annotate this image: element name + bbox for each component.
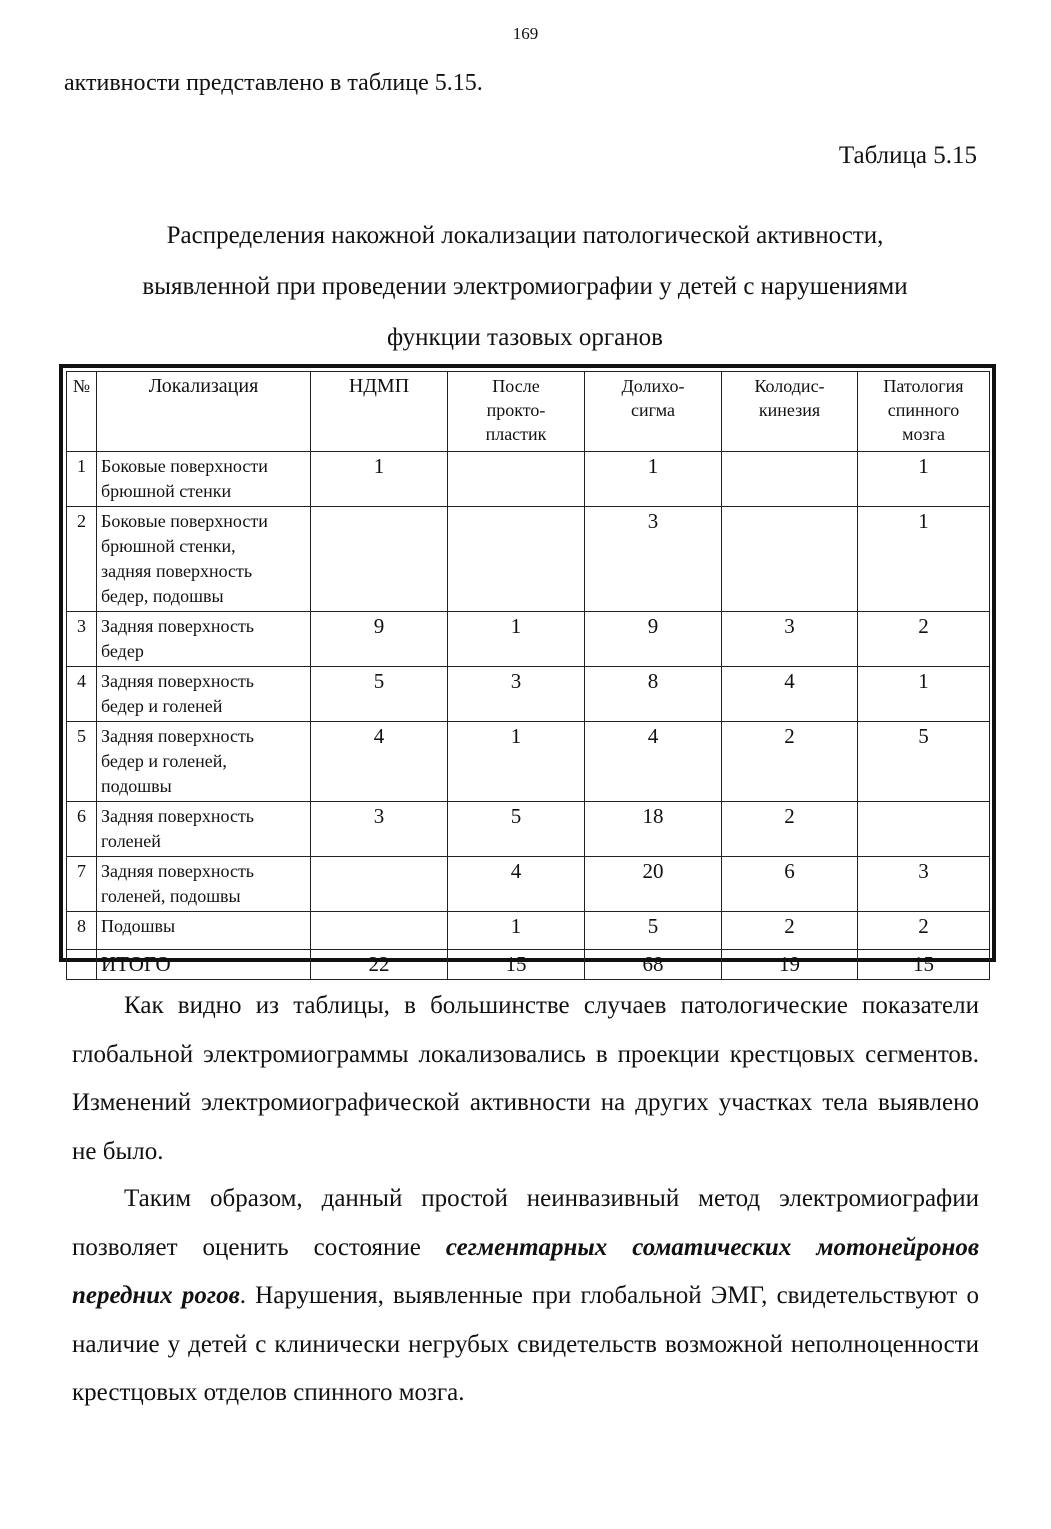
- header-dolichosigma: [585, 372, 722, 452]
- loc-line: Задняя поверхность: [101, 671, 255, 691]
- header-colodyskinesia: [722, 372, 858, 452]
- caption-line-1: Распределения накожной локализации патологической активности,: [166, 222, 884, 249]
- loc-line: Боковые поверхности: [101, 456, 268, 476]
- total-post: 15: [448, 950, 585, 980]
- table-label: Таблица 5.15: [838, 142, 977, 169]
- cell-kol: 6: [722, 857, 858, 912]
- cell-ndmp: [311, 857, 448, 912]
- cell-post: 5: [448, 802, 585, 857]
- table-row: [67, 912, 990, 950]
- table-row: [67, 452, 990, 507]
- paragraph-1-text: Как видно из таблицы, в большинстве случаев патологические показатели глобальной электромиограммы локализовались в проекции крестцовых сегментов. Изменений электромиографической активности на других участках тела выявлено не было.: [72, 992, 979, 1165]
- cell-kol: [722, 507, 858, 612]
- cell-pat: 3: [858, 857, 990, 912]
- cell-dol: 3: [585, 507, 722, 612]
- header-post-line-1: После: [492, 376, 540, 396]
- paragraph-2-after: . Нарушения, выявленные при глобальной ЭМГ, свидетельствуют о наличие у детей с клинически негрубых свидетельств возможной неполноценности крестцовых отделов спинного мозга.: [72, 1282, 979, 1406]
- header-pat-line-2: спинного: [887, 400, 960, 420]
- paragraph-1: [72, 982, 979, 1176]
- row-localization: [97, 857, 311, 912]
- cell-ndmp: 3: [311, 802, 448, 857]
- cell-post: 3: [448, 667, 585, 722]
- loc-line: Задняя поверхность: [101, 726, 255, 746]
- cell-kol: 2: [722, 802, 858, 857]
- cell-dol: 5: [585, 912, 722, 950]
- header-post-line-2: прокто-: [486, 400, 546, 420]
- loc-line: бедер, подошвы: [101, 586, 224, 606]
- paragraph-2-text: [72, 1175, 979, 1418]
- cell-dol: 1: [585, 452, 722, 507]
- table-row: [67, 857, 990, 912]
- cell-pat: 1: [858, 507, 990, 612]
- loc-line: Задняя поверхность: [101, 861, 255, 881]
- row-number: 4: [67, 667, 97, 722]
- row-localization: [97, 802, 311, 857]
- table-row: [67, 722, 990, 802]
- loc-line: Подошвы: [101, 916, 176, 936]
- total-number-cell: [67, 950, 97, 980]
- table-row: [67, 612, 990, 667]
- row-localization: [97, 722, 311, 802]
- cell-dol: 18: [585, 802, 722, 857]
- cell-post: [448, 507, 585, 612]
- row-localization: [97, 452, 311, 507]
- total-dol: 68: [585, 950, 722, 980]
- cell-ndmp: [311, 507, 448, 612]
- header-kol-line-1: Колодис-: [754, 376, 825, 396]
- loc-line: подошвы: [101, 776, 172, 796]
- cell-pat: 1: [858, 667, 990, 722]
- header-post-proctoplasty: [448, 372, 585, 452]
- loc-line: Задняя поверхность: [101, 616, 255, 636]
- loc-line: голеней: [101, 831, 161, 851]
- cell-pat: 1: [858, 452, 990, 507]
- cell-ndmp: 9: [311, 612, 448, 667]
- cell-post: 4: [448, 857, 585, 912]
- cell-kol: [722, 452, 858, 507]
- row-localization: [97, 507, 311, 612]
- cell-dol: 9: [585, 612, 722, 667]
- cell-ndmp: 5: [311, 667, 448, 722]
- header-pat-line-3: мозга: [902, 424, 945, 444]
- cell-kol: 4: [722, 667, 858, 722]
- cell-post: 1: [448, 722, 585, 802]
- cell-ndmp: [311, 912, 448, 950]
- total-label: ИТОГО: [97, 950, 311, 980]
- page-number: 169: [512, 24, 539, 43]
- loc-line: бедер и голеней,: [101, 751, 227, 771]
- caption-line-2: выявленной при проведении электромиографии у детей с нарушениями: [142, 273, 908, 300]
- lead-line: активности представлено в таблице 5.15.: [64, 70, 483, 96]
- cell-ndmp: 4: [311, 722, 448, 802]
- cell-post: 1: [448, 612, 585, 667]
- row-number: 5: [67, 722, 97, 802]
- header-spinal-pathology: [858, 372, 990, 452]
- table-row: [67, 507, 990, 612]
- header-kol-line-2: кинезия: [758, 400, 821, 420]
- cell-pat: [858, 802, 990, 857]
- paragraph-2: [72, 1175, 979, 1418]
- cell-kol: 2: [722, 722, 858, 802]
- total-pat: 15: [858, 950, 990, 980]
- loc-line: брюшной стенки: [101, 481, 232, 501]
- table-row: [67, 667, 990, 722]
- loc-line: задняя поверхность: [101, 561, 253, 581]
- row-number: 3: [67, 612, 97, 667]
- cell-post: [448, 452, 585, 507]
- row-number: 8: [67, 912, 97, 950]
- cell-post: 1: [448, 912, 585, 950]
- loc-line: Боковые поверхности: [101, 511, 268, 531]
- cell-dol: 4: [585, 722, 722, 802]
- header-pat-line-1: Патология: [883, 376, 964, 396]
- loc-line: бедер: [101, 641, 144, 661]
- data-table: [66, 371, 990, 980]
- row-number: 6: [67, 802, 97, 857]
- row-number: 7: [67, 857, 97, 912]
- loc-line: Задняя поверхность: [101, 806, 255, 826]
- loc-line: брюшной стенки,: [101, 536, 236, 556]
- cell-kol: 3: [722, 612, 858, 667]
- cell-pat: 5: [858, 722, 990, 802]
- header-ndmp: НДМП: [311, 372, 448, 452]
- cell-pat: 2: [858, 612, 990, 667]
- paragraph-2-before: Таким образом, данный простой неинвазивный метод электромиографии позволяет оценить состояние: [72, 1185, 979, 1261]
- row-number: 2: [67, 507, 97, 612]
- caption-line-3: функции тазовых органов: [387, 324, 663, 351]
- header-localization: Локализация: [97, 372, 311, 452]
- header-num: №: [67, 372, 97, 452]
- table-frame: [59, 364, 996, 976]
- header-post-line-3: пластик: [485, 424, 547, 444]
- cell-dol: 20: [585, 857, 722, 912]
- total-kol: 19: [722, 950, 858, 980]
- header-dol-line-1: Долихо-: [621, 376, 685, 396]
- paragraph-2-emphasis: сегментарных соматических мотонейронов передних рогов: [72, 1233, 979, 1309]
- cell-pat: 2: [858, 912, 990, 950]
- cell-dol: 8: [585, 667, 722, 722]
- loc-line: бедер и голеней: [101, 696, 223, 716]
- row-number: 1: [67, 452, 97, 507]
- loc-line: голеней, подошвы: [101, 886, 241, 906]
- row-localization: [97, 667, 311, 722]
- total-ndmp: 22: [311, 950, 448, 980]
- table-row: [67, 802, 990, 857]
- header-dol-line-2: сигма: [630, 400, 676, 420]
- row-localization: [97, 612, 311, 667]
- row-localization: [97, 912, 311, 950]
- total-row: [67, 950, 990, 980]
- table-caption: [60, 210, 990, 363]
- cell-kol: 2: [722, 912, 858, 950]
- header-row: [67, 372, 990, 452]
- cell-ndmp: 1: [311, 452, 448, 507]
